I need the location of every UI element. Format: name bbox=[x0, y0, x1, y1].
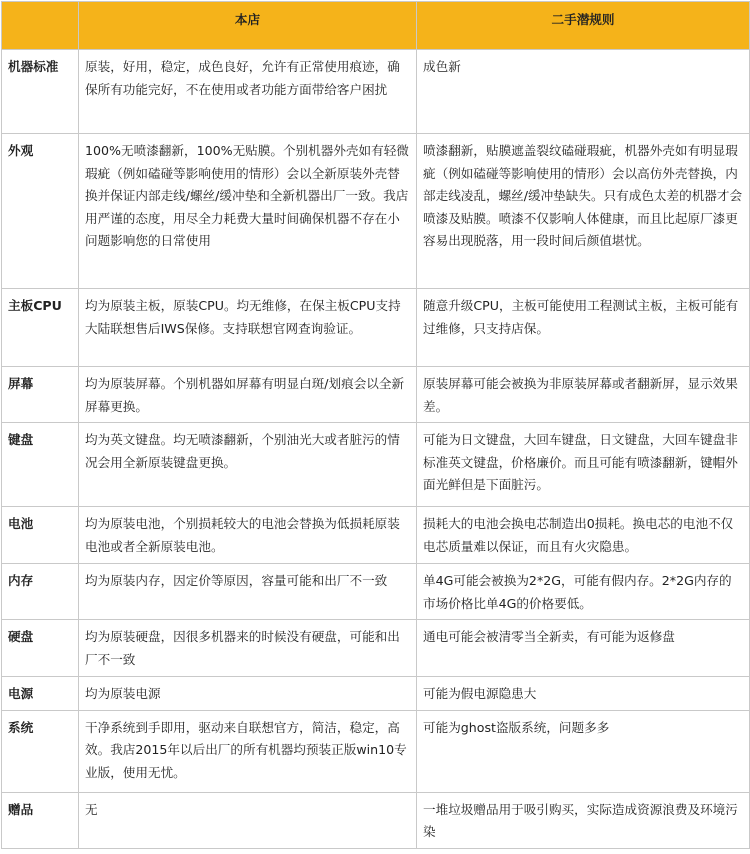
table-row bbox=[2, 50, 750, 134]
row-store-cell: 干净系统到手即用，驱动来自联想官方，简洁，稳定，高效。我店2015年以后出厂的所有机器均预装正版win10专业版，使用无忧。 bbox=[79, 710, 417, 792]
table-row bbox=[2, 710, 750, 792]
header-corner bbox=[2, 2, 79, 50]
row-store-cell: 原装，好用，稳定，成色良好，允许有正常使用痕迹，确保所有功能完好，不在使用或者功能方面带给客户困扰 bbox=[79, 50, 417, 134]
row-other-cell: 可能为日文键盘，大回车键盘，日文键盘，大回车键盘非标准英文键盘，价格廉价。而且可能有喷漆翻新，键帽外面光鲜但是下面脏污。 bbox=[417, 423, 750, 507]
table-row bbox=[2, 564, 750, 620]
row-store-cell: 无 bbox=[79, 792, 417, 848]
row-other-cell: 损耗大的电池会换电芯制造出0损耗。换电芯的电池不仅电芯质量难以保证，而且有火灾隐患。 bbox=[417, 507, 750, 564]
row-category: 屏幕 bbox=[2, 367, 79, 423]
row-other-cell: 一堆垃圾赠品用于吸引购买，实际造成资源浪费及环境污染 bbox=[417, 792, 750, 848]
row-store-cell: 均为英文键盘。均无喷漆翻新，个别油光大或者脏污的情况会用全新原装键盘更换。 bbox=[79, 423, 417, 507]
row-category: 硬盘 bbox=[2, 620, 79, 677]
table-row bbox=[2, 423, 750, 507]
table-row bbox=[2, 792, 750, 848]
row-category: 外观 bbox=[2, 134, 79, 289]
row-category: 主板CPU bbox=[2, 289, 79, 367]
table-row bbox=[2, 134, 750, 289]
table-row bbox=[2, 507, 750, 564]
row-store-cell: 均为原装硬盘，因很多机器来的时候没有硬盘，可能和出厂不一致 bbox=[79, 620, 417, 677]
row-other-cell: 可能为ghost盗版系统，问题多多 bbox=[417, 710, 750, 792]
row-other-cell: 单4G可能会被换为2*2G，可能有假内存。2*2G内存的市场价格比单4G的价格要低。 bbox=[417, 564, 750, 620]
row-other-cell: 喷漆翻新，贴膜遮盖裂纹磕碰瑕疵，机器外壳如有明显瑕疵（例如磕碰等影响使用的情形）会以高仿外壳替换，内部走线凌乱，螺丝/缓冲垫缺失。只有成色太差的机器才会喷漆及贴膜。喷漆不仅影响人体健康，而且比起原厂漆更容易出现脱落，用一段时间后颜值堪忧。 bbox=[417, 134, 750, 289]
row-store-cell: 100%无喷漆翻新，100%无贴膜。个别机器外壳如有轻微瑕疵（例如磕碰等影响使用的情形）会以全新原装外壳替换并保证内部走线/螺丝/缓冲垫和全新机器出厂一致。我店用严谨的态度，用尽全力耗费大量时间确保机器不存在小问题影响您的日常使用 bbox=[79, 134, 417, 289]
row-store-cell: 均为原装内存，因定价等原因，容量可能和出厂不一致 bbox=[79, 564, 417, 620]
table-row bbox=[2, 289, 750, 367]
table-row bbox=[2, 620, 750, 677]
header-store: 本店 bbox=[79, 2, 417, 50]
row-category: 电源 bbox=[2, 677, 79, 711]
row-other-cell: 原装屏幕可能会被换为非原装屏幕或者翻新屏，显示效果差。 bbox=[417, 367, 750, 423]
row-category: 电池 bbox=[2, 507, 79, 564]
row-other-cell: 通电可能会被清零当全新卖，有可能为返修盘 bbox=[417, 620, 750, 677]
header-row bbox=[2, 2, 750, 50]
comparison-table bbox=[1, 1, 750, 849]
row-other-cell: 可能为假电源隐患大 bbox=[417, 677, 750, 711]
row-other-cell: 成色新 bbox=[417, 50, 750, 134]
table-row bbox=[2, 367, 750, 423]
row-other-cell: 随意升级CPU，主板可能使用工程测试主板，主板可能有过维修，只支持店保。 bbox=[417, 289, 750, 367]
row-store-cell: 均为原装屏幕。个别机器如屏幕有明显白斑/划痕会以全新屏幕更换。 bbox=[79, 367, 417, 423]
row-store-cell: 均为原装主板，原装CPU。均无维修，在保主板CPU支持大陆联想售后IWS保修。支持联想官网查询验证。 bbox=[79, 289, 417, 367]
table-row bbox=[2, 677, 750, 711]
row-category: 键盘 bbox=[2, 423, 79, 507]
row-store-cell: 均为原装电池，个别损耗较大的电池会替换为低损耗原装电池或者全新原装电池。 bbox=[79, 507, 417, 564]
row-store-cell: 均为原装电源 bbox=[79, 677, 417, 711]
row-category: 赠品 bbox=[2, 792, 79, 848]
row-category: 系统 bbox=[2, 710, 79, 792]
row-category: 内存 bbox=[2, 564, 79, 620]
row-category: 机器标准 bbox=[2, 50, 79, 134]
header-other: 二手潜规则 bbox=[417, 2, 750, 50]
